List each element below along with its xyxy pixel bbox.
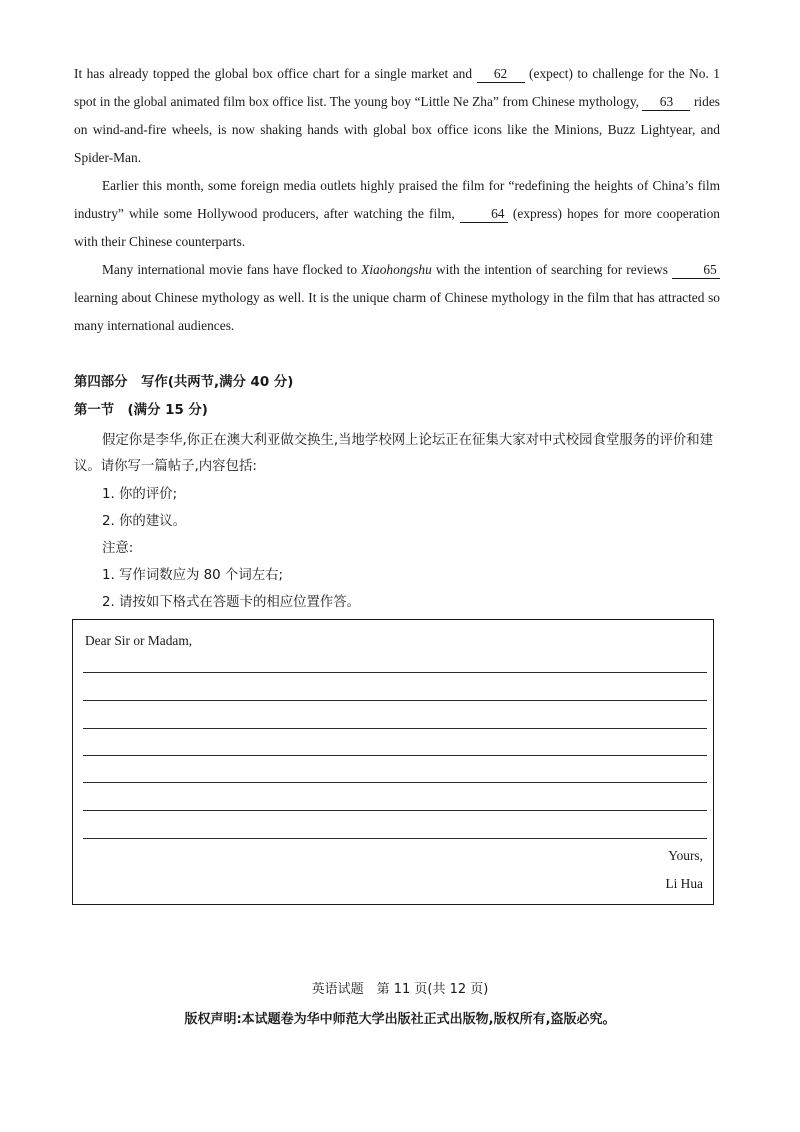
page-number: 英语试题 第 11 页(共 12 页) <box>311 982 489 997</box>
passage-paragraph-1 <box>74 60 720 172</box>
blank-62: 62 <box>477 66 525 83</box>
p3-text-2: with the intention of searching for reviews <box>435 262 668 277</box>
letter-signature: Li Hua <box>665 876 703 891</box>
writing-line <box>83 728 707 729</box>
p3-text-3: learning about Chinese mythology as well. It is the unique charm of Chinese mythology in the film that has attracted so many international audiences. <box>74 290 720 333</box>
blank-64: 64 <box>460 206 508 223</box>
p2-text-1: Earlier this month, some foreign media outlets highly praised the film for “redefining the heights of China’s film industry” while some Hollywood producers, after watching the film, <box>74 178 720 221</box>
blank-65: 65 <box>672 262 720 279</box>
note-item-1: 1. 写作词数应为 80 个词左右; <box>102 568 284 583</box>
answer-box <box>72 619 714 905</box>
letter-closing: Yours, <box>668 848 703 863</box>
writing-line <box>83 810 707 811</box>
p1-text-1: It has already topped the global box office chart for a single market and <box>74 66 473 81</box>
p2-text-2: (express) hopes for more cooperation with their Chinese counterparts. <box>74 206 720 249</box>
section-one-title: 第一节 (满分 15 分) <box>74 403 208 418</box>
writing-line <box>83 782 707 783</box>
writing-line <box>83 838 707 839</box>
writing-line <box>83 755 707 756</box>
part-four-title: 第四部分 写作(共两节,满分 40 分) <box>74 375 294 390</box>
p3-text-1: Many international movie fans have flocked to <box>102 262 358 277</box>
notes-label: 注意: <box>102 541 134 556</box>
writing-line <box>83 672 707 673</box>
blank-63: 63 <box>642 94 690 111</box>
p3-italic-term: Xiaohongshu <box>361 262 432 277</box>
content-item-2: 2. 你的建议。 <box>102 514 186 529</box>
content-item-1: 1. 你的评价; <box>102 487 178 502</box>
passage-paragraph-3 <box>74 256 720 340</box>
p1-text-2: (expect) to challenge for the No. 1 spot in the global animated film box office list. The young boy “Little Ne Zha” from Chinese mythology, <box>74 66 720 109</box>
note-item-2: 2. 请按如下格式在答题卡的相应位置作答。 <box>102 595 361 610</box>
p1-text-3: rides on wind-and-fire wheels, is now shaking hands with global box office icons like the Minions, Buzz Lightyear, and Spider-Man. <box>74 94 720 165</box>
writing-prompt: 假定你是李华,你正在澳大利亚做交换生,当地学校网上论坛正在征集大家对中式校园食堂服务的评价和建议。请你写一篇帖子,内容包括: <box>74 433 714 474</box>
writing-line <box>83 700 707 701</box>
copyright-notice: 版权声明:本试题卷为华中师范大学出版社正式出版物,版权所有,盗版必究。 <box>184 1012 616 1027</box>
passage-paragraph-2 <box>74 172 720 256</box>
letter-salutation: Dear Sir or Madam, <box>85 633 193 648</box>
